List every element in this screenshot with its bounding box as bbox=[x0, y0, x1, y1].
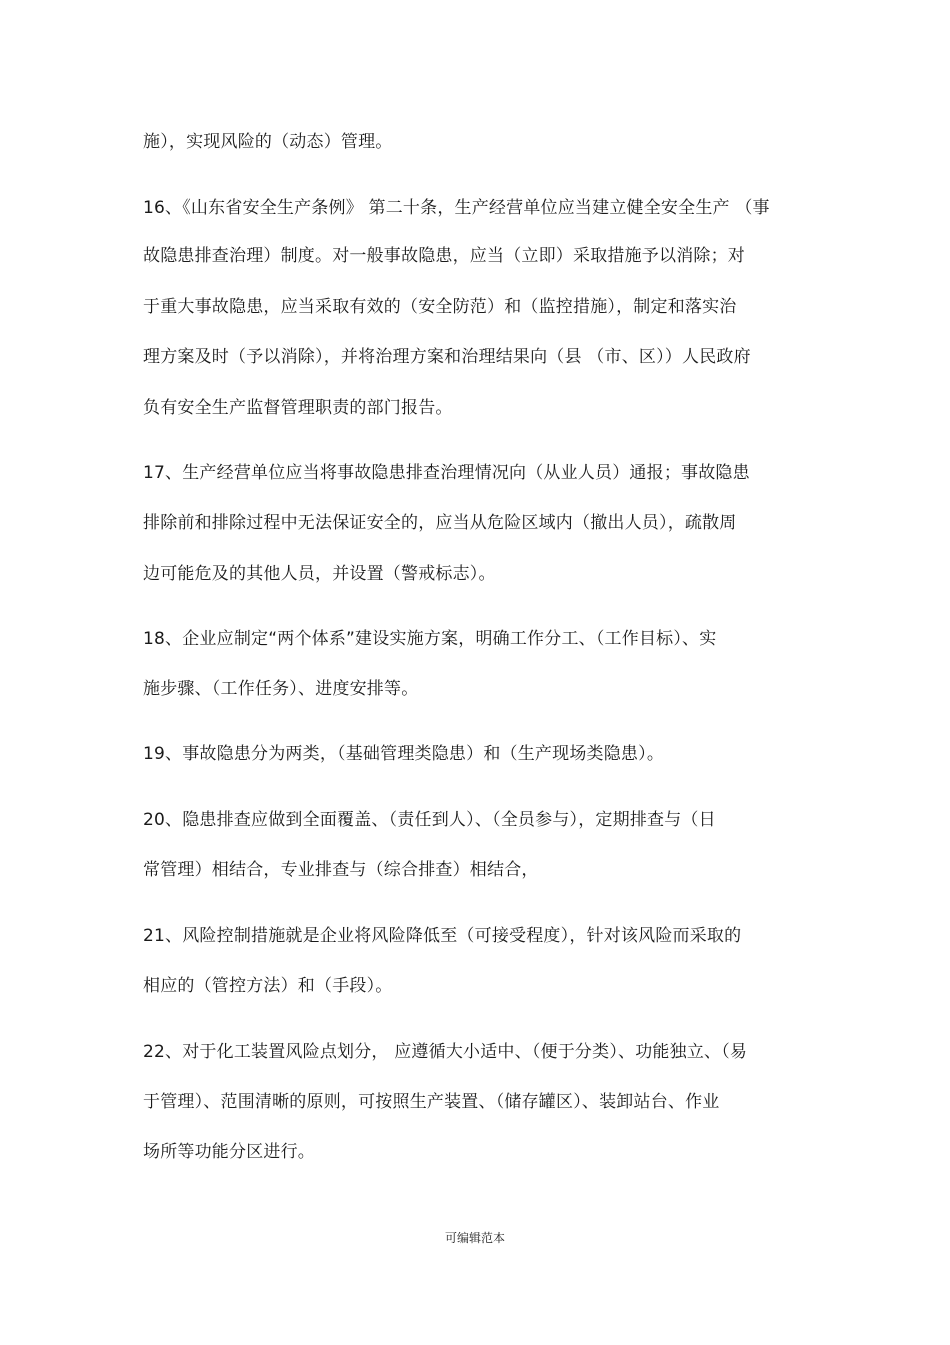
text-line: 边可能危及的其他人员，并设置（警戒标志）。 bbox=[143, 564, 496, 584]
text-line: 场所等功能分区进行。 bbox=[143, 1142, 315, 1162]
text-line: 施），实现风险的（动态）管理。 bbox=[143, 132, 393, 152]
text-line: 20、隐患排查应做到全面覆盖、（责任到人）、（全员参与），定期排查与（日 bbox=[143, 810, 716, 830]
text-line: 于重大事故隐患，应当采取有效的（安全防范）和（监控措施），制定和落实治 bbox=[143, 297, 737, 317]
text-line: 相应的（管控方法）和（手段）。 bbox=[143, 976, 393, 996]
text-line: 17、生产经营单位应当将事故隐患排查治理情况向（从业人员）通报；事故隐患 bbox=[143, 463, 750, 483]
text-line: 16、《山东省安全生产条例》 第二十条，生产经营单位应当建立健全安全生产 （事 bbox=[143, 198, 770, 218]
text-line: 施步骤、（工作任务）、进度安排等。 bbox=[143, 679, 419, 699]
text-line: 21、风险控制措施就是企业将风险降低至（可接受程度），针对该风险而采取的 bbox=[143, 926, 742, 946]
text-line: 18、企业应制定“两个体系”建设实施方案，明确工作分工、（工作目标）、实 bbox=[143, 629, 717, 649]
text-line: 19、事故隐患分为两类，（基础管理类隐患）和（生产现场类隐患）。 bbox=[143, 744, 665, 764]
text-line: 排除前和排除过程中无法保证安全的，应当从危险区域内（撤出人员），疏散周 bbox=[143, 513, 737, 533]
page-footer: 可编辑范本 bbox=[444, 1231, 505, 1245]
text-line: 负有安全生产监督管理职责的部门报告。 bbox=[143, 398, 453, 418]
text-line: 常管理）相结合，专业排查与（综合排查）相结合， bbox=[143, 860, 539, 880]
text-line: 理方案及时（予以消除），并将治理方案和治理结果向（县 （市、区））人民政府 bbox=[143, 347, 751, 367]
text-line: 故隐患排查治理）制度。对一般事故隐患，应当（立即）采取措施予以消除；对 bbox=[143, 246, 745, 266]
text-line: 22、对于化工装置风险点划分， 应遵循大小适中、（便于分类）、功能独立、（易 bbox=[143, 1042, 748, 1062]
text-line: 于管理）、范围清晰的原则，可按照生产装置、（储存罐区）、装卸站台、作业 bbox=[143, 1092, 720, 1112]
